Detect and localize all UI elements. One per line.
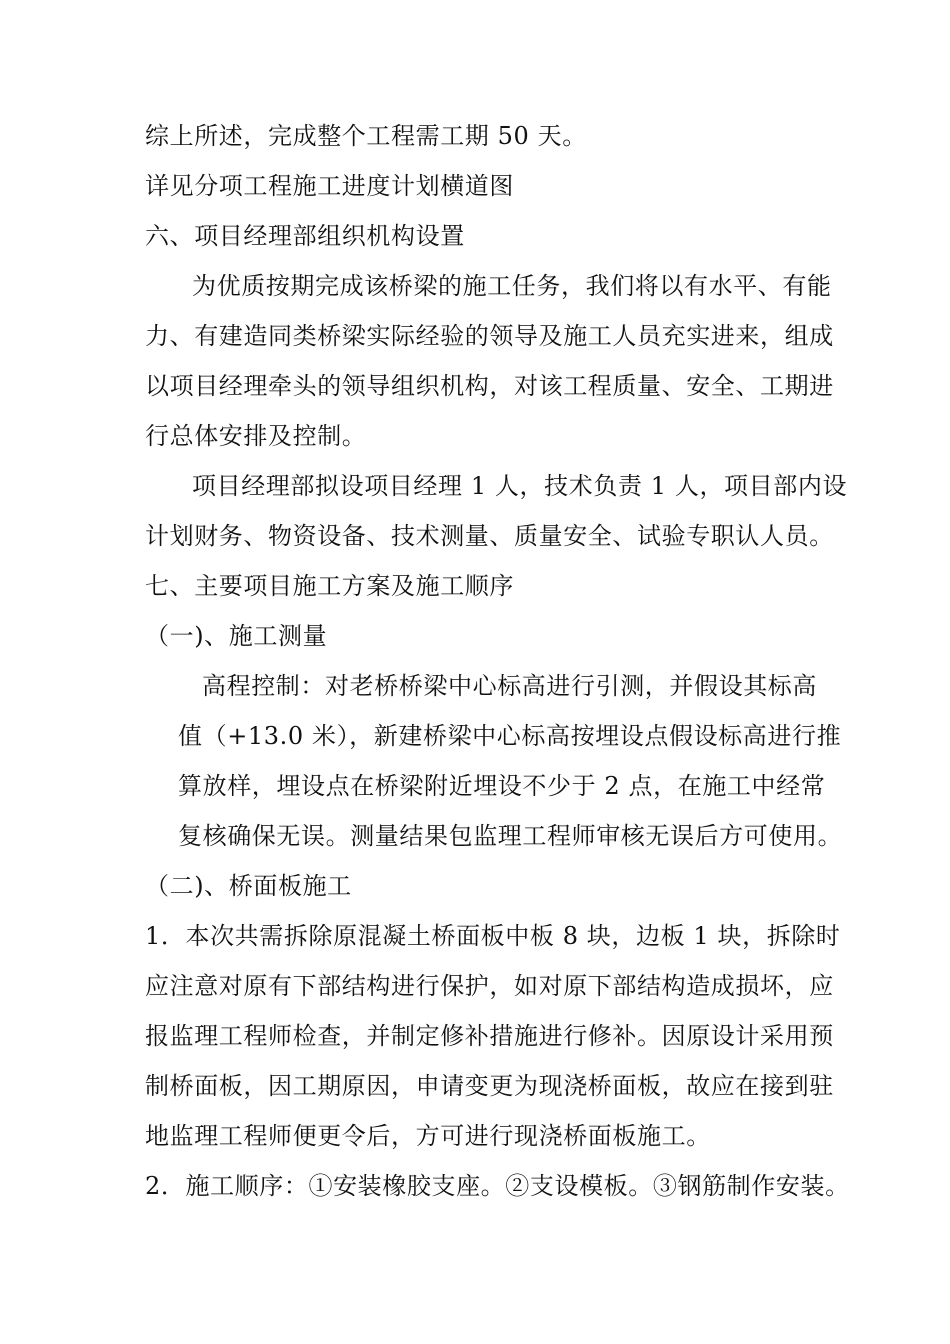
subsection-heading: （一)、施工测量	[145, 622, 328, 650]
section-heading: 七、主要项目施工方案及施工顺序	[145, 572, 514, 600]
text-line: 计划财务、物资设备、技术测量、质量安全、试验专职认人员。	[145, 522, 834, 550]
text-line: 综上所述，完成整个工程需工期 50 天。	[145, 122, 587, 150]
text-line: 算放样，埋设点在桥梁附近埋设不少于 2 点，在施工中经常	[178, 772, 826, 800]
text-line: 力、有建造同类桥梁实际经验的领导及施工人员充实进来，组成	[145, 322, 834, 350]
text-line: 应注意对原有下部结构进行保护，如对原下部结构造成损坏，应	[145, 972, 834, 1000]
text-line: 为优质按期完成该桥梁的施工任务，我们将以有水平、有能	[192, 272, 832, 300]
text-line: 详见分项工程施工进度计划横道图	[145, 172, 514, 200]
text-line: 报监理工程师检查，并制定修补措施进行修补。因原设计采用预	[145, 1022, 834, 1050]
section-heading: 六、项目经理部组织机构设置	[145, 222, 465, 250]
text-line: 行总体安排及控制。	[145, 422, 367, 450]
text-line: 地监理工程师便更令后，方可进行现浇桥面板施工。	[145, 1122, 711, 1150]
text-line: 项目经理部拟设项目经理 1 人，技术负责 1 人，项目部内设	[192, 472, 848, 500]
text-line: 2．施工顺序：①安装橡胶支座。②支设模板。③钢筋制作安装。	[145, 1172, 850, 1200]
text-line: 以项目经理牵头的领导组织机构，对该工程质量、安全、工期进	[145, 372, 834, 400]
text-line: 复核确保无误。测量结果包监理工程师审核无误后方可使用。	[178, 822, 843, 850]
text-line: 高程控制：对老桥桥梁中心标高进行引测，并假设其标高	[202, 672, 817, 700]
text-line: 值（+13.0 米），新建桥梁中心标高按埋设点假设标高进行推	[178, 722, 842, 750]
subsection-heading: （二)、桥面板施工	[145, 872, 352, 900]
text-line: 1．本次共需拆除原混凝土桥面板中板 8 块，边板 1 块，拆除时	[145, 922, 841, 950]
text-line: 制桥面板，因工期原因，申请变更为现浇桥面板，故应在接到驻	[145, 1072, 834, 1100]
